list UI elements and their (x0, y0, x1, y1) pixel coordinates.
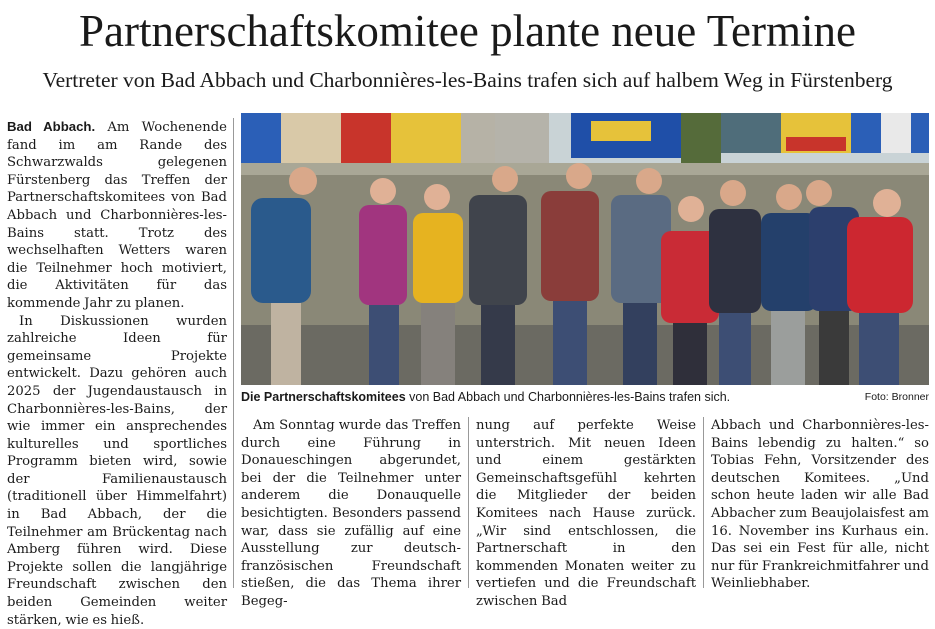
photo-illustration (241, 113, 929, 385)
column-rule-3 (703, 417, 704, 588)
subheadline: Vertreter von Bad Abbach und Charbonnières-les-Bains trafen sich auf halbem Weg in Fürstenberg (42, 68, 893, 92)
article-column-3 (476, 417, 696, 611)
dateline-kicker: Bad Abbach. (7, 119, 96, 134)
column-rule-1 (233, 118, 234, 588)
paragraph-3-end: Abbach und Charbonnières-les-Bains lebendig zu halten.“ so Tobias Fehn, Vorsitzender des deutschen Komitees. „Und schon heute laden wir alle Bad Abbacher zum Beaujolaisfest am 16. November ins Kurhaus ein. Das sei ein Fest für alle, nicht nur für Frankreichmitfahrer und Weinliebhaber. (711, 418, 929, 592)
caption-bold: Die Partnerschaftskomitees (241, 390, 406, 404)
paragraph-2: In Diskussionen wurden zahlreiche Ideen für gemeinsame Projekte entwickelt. Dazu gehören auch 2025 der Jugendaustausch in Charbonnières-les-Bains, der wie immer ein ansprechendes kulturelles und sportliches Programm bieten wird, sowie der Familienaustausch (traditionell über Himmelfahrt) in Bad Abbach, der die Teilnehmer am Brückentag nach Amberg führen wird. Diese Projekte sollen die langjährige Freundschaft zwischen den beiden Gemeinden weiter stärken, wie es hieß. (7, 313, 227, 628)
article-column-2 (241, 417, 461, 611)
article-column-1 (7, 118, 227, 629)
paragraph-1 (7, 118, 227, 313)
headline: Partnerschaftskomitee plante neue Termine (79, 6, 856, 56)
photo-caption (241, 389, 929, 405)
column-rule-2 (468, 417, 469, 588)
group-photo (241, 113, 929, 385)
photo-credit: Foto: Bronner (864, 391, 929, 403)
paragraph-3-cont: nung auf perfekte Weise unterstrich. Mit neuen Ideen und einem gestärkten Gemeinschaftsgefühl kehrten die Mitglieder der beiden Komitees nach Hause zurück. „Wir sind entschlossen, die Partnerschaft in den kommenden Monaten weiter zu vertiefen und die Freundschaft zwischen Bad (476, 418, 696, 609)
article-column-4 (711, 417, 929, 593)
paragraph-3: Am Sonntag wurde das Treffen durch eine Führung in Donaueschingen abgerundet, bei der die Teilnehmer unter anderem die Donauquelle besichtigten. Besonders passend war, dass sie zufällig auf eine Ausstellung zur deutsch-französischen Freundschaft stießen, die das Thema ihrer Begeg- (241, 418, 461, 609)
caption-text: von Bad Abbach und Charbonnières-les-Bains trafen sich. (405, 390, 731, 404)
paragraph-1-text: Am Wochenende fand im am Rande des Schwarzwalds gelegenen Fürstenberg das Treffen der Partnerschaftskomitees von Bad Abbach und Charbonnières-les-Bains statt. Trotz des wechselhaften Wetters waren die Teilnehmer hoch motiviert, die Aktivitäten für das kommende Jahr zu planen. (7, 120, 227, 311)
